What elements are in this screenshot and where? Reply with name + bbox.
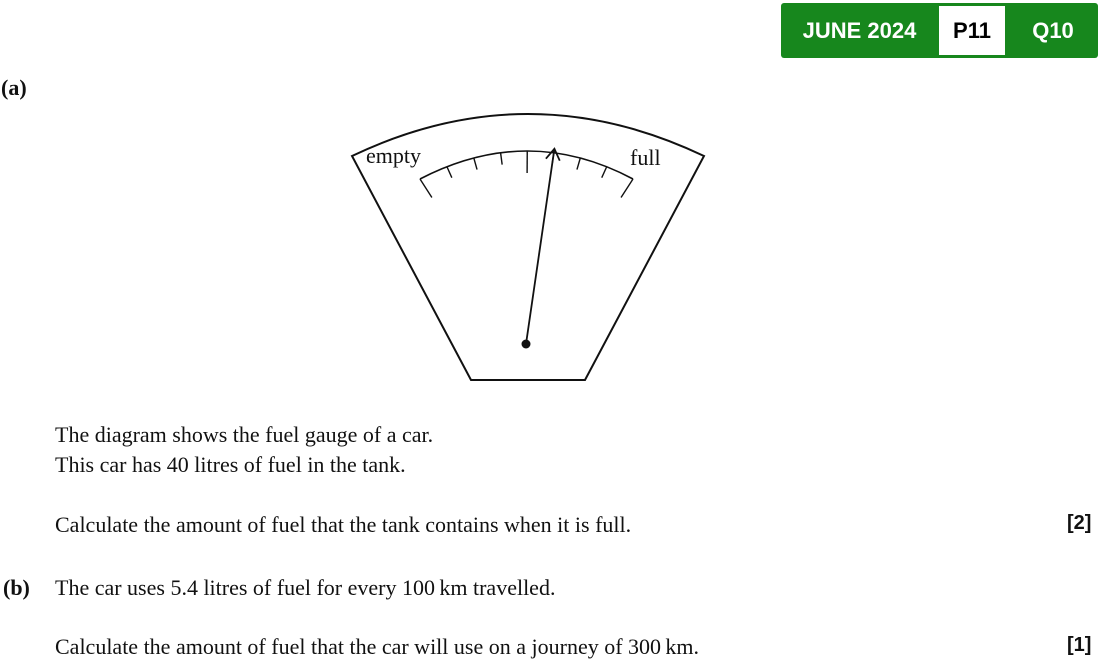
part-a-line-1: The diagram shows the fuel gauge of a car. <box>55 422 434 447</box>
fuel-gauge-diagram <box>340 100 710 390</box>
paper-number: P11 <box>939 6 1005 55</box>
gauge-tick <box>447 167 452 178</box>
exam-date: JUNE 2024 <box>802 18 917 43</box>
gauge-needle <box>526 149 554 344</box>
part-b-marks: [1] <box>1067 634 1092 656</box>
gauge-full-label: full <box>630 145 661 170</box>
part-b-question: Calculate the amount of fuel that the car will use on a journey of 300 km. <box>55 634 700 659</box>
part-a-question: Calculate the amount of fuel that the tank contains when it is full. <box>55 512 632 537</box>
gauge-tick <box>621 179 633 197</box>
question-reference-badge <box>781 3 1098 58</box>
part-b-label: (b) <box>3 575 30 600</box>
part-b-line-1: The car uses 5.4 litres of fuel for every 100 km travelled. <box>55 575 556 600</box>
part-a-line-2: This car has 40 litres of fuel in the tank. <box>55 452 406 477</box>
gauge-tick <box>474 158 477 170</box>
question-number: Q10 <box>1032 18 1074 43</box>
gauge-tick <box>501 153 503 165</box>
gauge-ticks <box>420 151 633 198</box>
gauge-empty-label: empty <box>366 143 421 168</box>
gauge-tick <box>602 167 607 178</box>
gauge-tick <box>577 158 580 170</box>
gauge-tick <box>420 179 432 198</box>
gauge-pivot <box>522 340 531 349</box>
part-a-marks: [2] <box>1067 512 1092 534</box>
part-a-label: (a) <box>1 75 27 100</box>
